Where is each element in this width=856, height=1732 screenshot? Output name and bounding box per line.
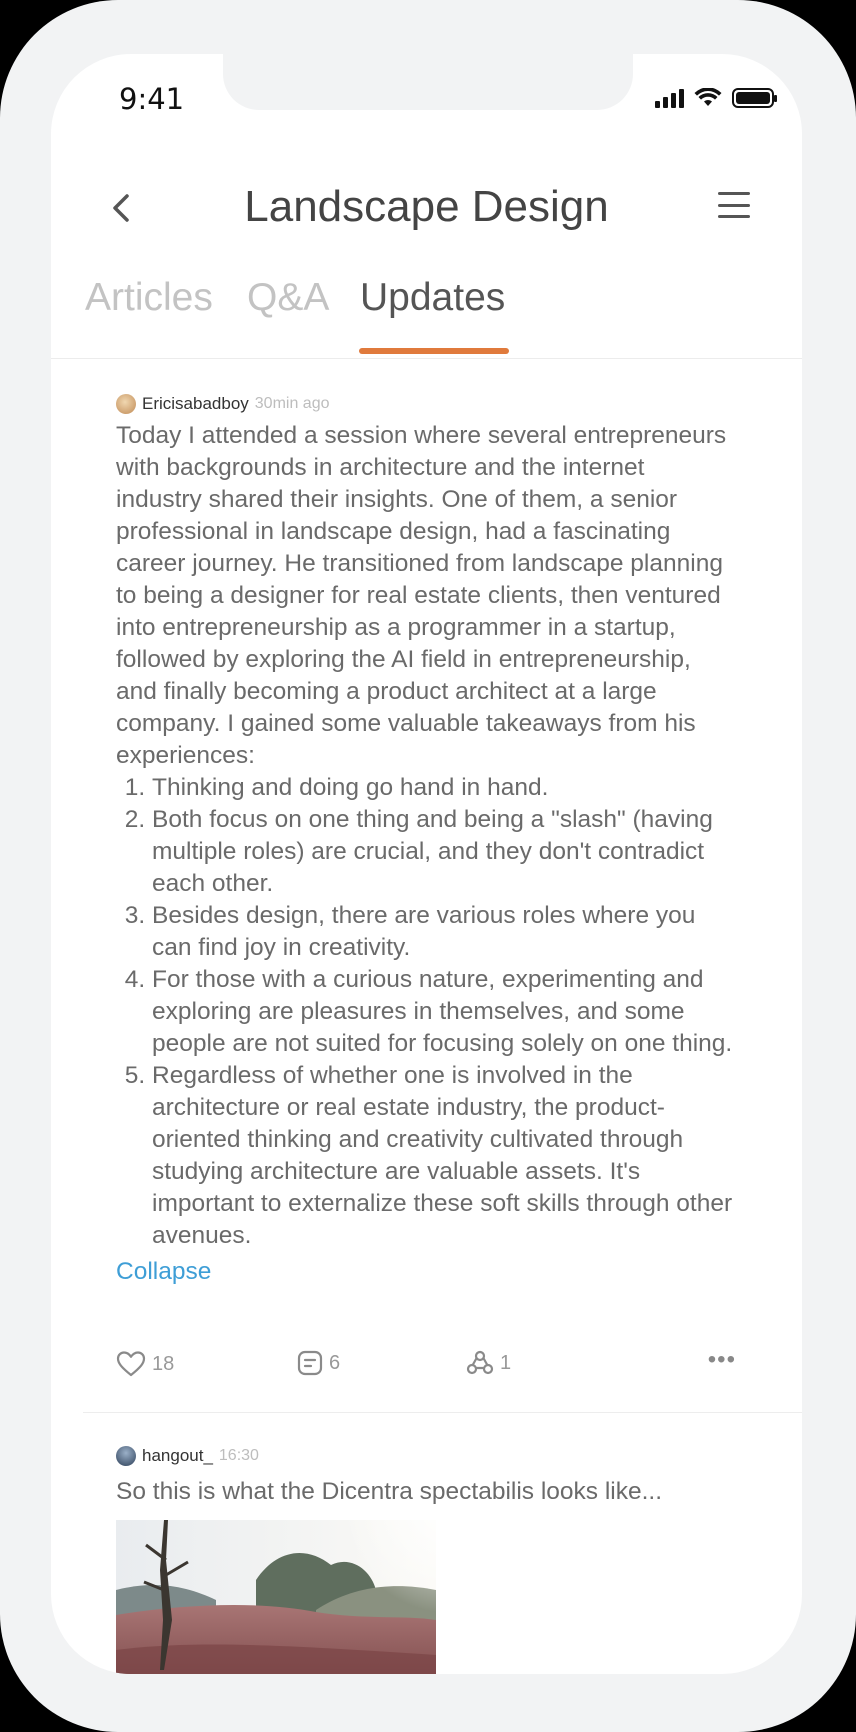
comment-button[interactable]: [297, 1350, 340, 1376]
share-count: 1: [500, 1351, 512, 1374]
tab-qa[interactable]: Q&A: [247, 276, 330, 319]
notch: [223, 54, 633, 110]
post-card: [116, 394, 736, 1286]
post-actions: [116, 1346, 736, 1386]
list-item: 3. Besides design, there are various roles where you can find joy in creativity.: [152, 900, 736, 964]
wifi-icon: [694, 88, 722, 108]
post-image[interactable]: [116, 1520, 436, 1674]
avatar[interactable]: [116, 394, 136, 414]
comment-icon: [297, 1350, 323, 1376]
takeaways-list: [116, 772, 736, 1252]
list-item: 5. Regardless of whether one is involved in the architecture or real estate industry, the product-oriented thinking and creativity cultivated through studying architecture are valuable assets. It's important to externalize these soft skills through other avenues.: [152, 1060, 736, 1252]
more-icon: •••: [707, 1346, 736, 1373]
active-tab-indicator: [359, 348, 509, 354]
collapse-link[interactable]: Collapse: [116, 1258, 212, 1285]
divider: [83, 1412, 802, 1413]
heart-icon: [116, 1350, 146, 1378]
post-body: [116, 420, 736, 1252]
nav-bar: [51, 180, 802, 240]
like-button[interactable]: [116, 1350, 174, 1378]
signal-icon: [655, 88, 684, 108]
screen: [51, 54, 802, 1674]
tab-articles[interactable]: Articles: [85, 276, 213, 319]
more-button[interactable]: [708, 1346, 736, 1374]
post-time: 30min ago: [254, 395, 330, 412]
post-meta: [116, 1446, 736, 1466]
list-item: 4. For those with a curious nature, experimenting and exploring are pleasures in themselves, and some people are not suited for focusing solely on one thing.: [152, 964, 736, 1060]
username[interactable]: hangout_: [142, 1446, 213, 1465]
status-icons: [655, 88, 774, 108]
tab-updates[interactable]: Updates: [360, 276, 506, 319]
share-icon: [466, 1350, 494, 1376]
status-time: 9:41: [119, 82, 185, 116]
menu-button[interactable]: [718, 192, 750, 218]
post-body: So this is what the Dicentra spectabilis looks like...: [116, 1478, 663, 1505]
tab-bar: [51, 276, 802, 359]
list-item: 1. Thinking and doing go hand in hand.: [152, 772, 736, 804]
post-meta: [116, 394, 736, 414]
list-item: 2. Both focus on one thing and being a "slash" (having multiple roles) are crucial, and they don't contradict each other.: [152, 804, 736, 900]
avatar[interactable]: [116, 1446, 136, 1466]
battery-icon: [732, 88, 774, 108]
post-time: 16:30: [218, 1447, 259, 1464]
comment-count: 6: [329, 1351, 341, 1374]
username[interactable]: Ericisabadboy: [142, 394, 249, 413]
post-intro: Today I attended a session where several entrepreneurs with backgrounds in architecture and the internet industry shared their insights. One of them, a senior professional in landscape design, had a fascinating career journey. He transitioned from landscape planning to being a designer for real estate clients, then ventured into entrepreneurship as a programmer in a startup, followed by exploring the AI field in entrepreneurship, and finally becoming a product architect at a large company. I gained some valuable takeaways from his experiences:: [116, 422, 727, 769]
share-button[interactable]: [466, 1350, 511, 1376]
page-title: Landscape Design: [244, 182, 609, 231]
landscape-photo: [116, 1520, 436, 1674]
like-count: 18: [152, 1352, 175, 1375]
post-card: [116, 1446, 736, 1508]
